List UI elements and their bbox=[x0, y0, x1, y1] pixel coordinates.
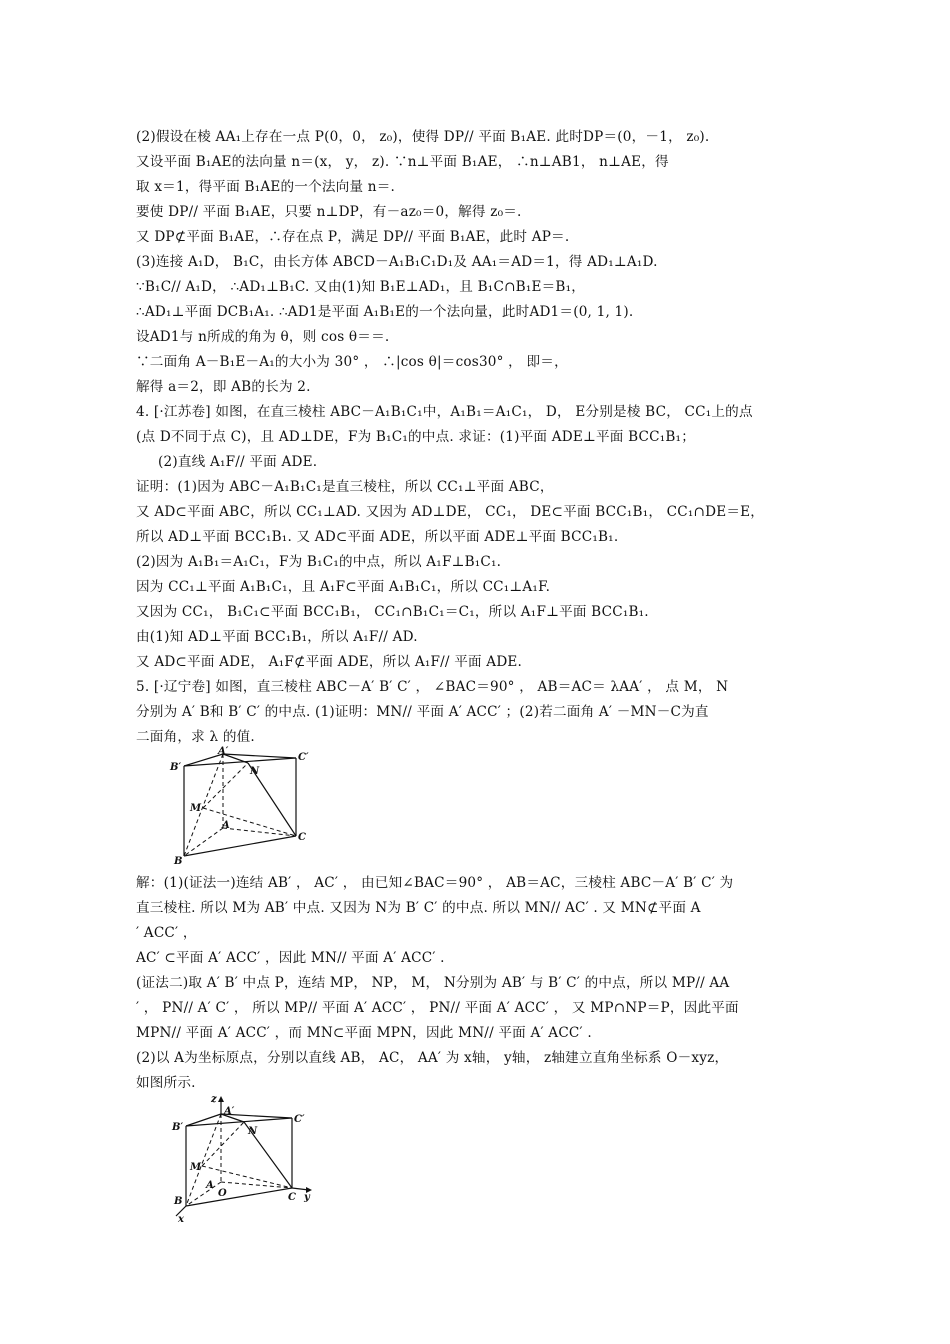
prism-figure bbox=[166, 746, 316, 866]
text-line: 所以 AD⊥平面 BCC₁B₁. 又 AD⊂平面 ADE，所以平面 ADE⊥平面 BCC₁B₁. bbox=[136, 529, 619, 545]
text-line: (2)直线 A₁F// 平面 ADE. bbox=[158, 454, 318, 470]
text-line: 解：(1)(证法一)连结 AB′ ， AC′ ， 由已知∠BAC＝90° ， AB＝AC，三棱柱 ABC－A′ B′ C′ 为 bbox=[136, 875, 734, 891]
label-x: x bbox=[178, 1214, 184, 1224]
prism-diagram bbox=[166, 746, 316, 866]
z-axis-arrow-icon bbox=[218, 1096, 224, 1102]
label-c-prime: C′ bbox=[294, 1114, 305, 1125]
text-line: (2)因为 A₁B₁＝A₁C₁，F为 B₁C₁的中点，所以 A₁F⊥B₁C₁. bbox=[136, 554, 502, 570]
text-line: 因为 CC₁⊥平面 A₁B₁C₁，且 A₁F⊂平面 A₁B₁C₁，所以 CC₁⊥A₁F. bbox=[136, 579, 551, 595]
text-line: (证法二)取 A′ B′ 中点 P，连结 MP， NP， M， N分别为 AB′ 与 B′ C′ 的中点，所以 MP// AA bbox=[136, 975, 730, 991]
label-n: N bbox=[250, 766, 260, 777]
text-line: 设AD1与 n所成的角为 θ，则 cos θ＝＝. bbox=[136, 329, 390, 345]
text-line: ′ ， PN// A′ C′ ， 所以 MP// 平面 A′ ACC′ ， PN// 平面 A′ ACC′ ， 又 MP∩NP＝P，因此平面 bbox=[136, 1000, 739, 1016]
label-c: C bbox=[288, 1192, 296, 1203]
label-y: y bbox=[304, 1192, 310, 1203]
text-line: (2)以 A为坐标原点，分别以直线 AB， AC， AA′ 为 x轴， y轴， z轴建立直角坐标系 O－xyz， bbox=[136, 1050, 729, 1066]
text-line: 证明：(1)因为 ABC－A₁B₁C₁是直三棱柱，所以 CC₁⊥平面 ABC， bbox=[136, 479, 554, 495]
label-c-prime: C′ bbox=[298, 752, 309, 763]
label-b: B bbox=[174, 856, 183, 866]
text-line: (2)假设在棱 AA₁上存在一点 P(0，0， z₀)，使得 DP// 平面 B₁AE. 此时DP＝(0，－1， z₀). bbox=[136, 129, 710, 145]
text-line: 如图所示. bbox=[136, 1075, 196, 1091]
text-line: 又 DP⊄平面 B₁AE，∴存在点 P，满足 DP// 平面 B₁AE，此时 AP＝. bbox=[136, 229, 570, 245]
text-line: ∵B₁C// A₁D， ∴AD₁⊥B₁C. 又由(1)知 B₁E⊥AD₁，且 B₁C∩B₁E＝B₁， bbox=[136, 279, 586, 295]
coordinate-prism-figure bbox=[164, 1094, 324, 1224]
coordinate-prism-diagram bbox=[164, 1094, 324, 1224]
label-m: M bbox=[190, 1162, 202, 1173]
text-line: 又 AD⊂平面 ABC，所以 CC₁⊥AD. 又因为 AD⊥DE， CC₁， DE⊂平面 BCC₁B₁， CC₁∩DE＝E， bbox=[136, 504, 765, 520]
label-b-prime: B′ bbox=[170, 762, 182, 773]
text-line: ∵二面角 A－B₁E－A₁的大小为 30° ， ∴|cos θ|＝cos30° ， 即＝， bbox=[136, 354, 568, 370]
text-line: 二面角，求 λ 的值. bbox=[136, 729, 255, 745]
problem-4-heading: 4. [·江苏卷] 如图，在直三棱柱 ABC－A₁B₁C₁中，A₁B₁＝A₁C₁， D， E分别是棱 BC， CC₁上的点 bbox=[136, 404, 753, 420]
label-c: C bbox=[298, 832, 306, 843]
text-line: MPN// 平面 A′ ACC′ ，而 MN⊂平面 MPN，因此 MN// 平面 A′ ACC′ . bbox=[136, 1025, 592, 1041]
text-line: 由(1)知 AD⊥平面 BCC₁B₁，所以 A₁F// AD. bbox=[136, 629, 418, 645]
text-line: (点 D不同于点 C)，且 AD⊥DE，F为 B₁C₁的中点. 求证：(1)平面 ADE⊥平面 BCC₁B₁； bbox=[136, 429, 696, 445]
label-m: M bbox=[190, 803, 202, 814]
text-line: 又设平面 B₁AE的法向量 n＝(x， y， z). ∵n⊥平面 B₁AE， ∴n⊥AB1， n⊥AE，得 bbox=[136, 154, 669, 170]
label-a-prime: A′ bbox=[218, 746, 229, 757]
text-line: 解得 a＝2，即 AB的长为 2. bbox=[136, 379, 311, 395]
label-a-prime: A′ bbox=[224, 1106, 235, 1117]
label-b: B bbox=[174, 1196, 183, 1207]
label-n: N bbox=[248, 1126, 258, 1137]
label-o: O bbox=[218, 1188, 227, 1199]
text-line: 要使 DP// 平面 B₁AE，只要 n⊥DP，有－az₀＝0，解得 z₀＝. bbox=[136, 204, 522, 220]
text-line: 取 x＝1，得平面 B₁AE的一个法向量 n＝. bbox=[136, 179, 396, 195]
text-line: 分别为 A′ B和 B′ C′ 的中点. (1)证明：MN// 平面 A′ ACC′ ；(2)若二面角 A′ －MN－C为直 bbox=[136, 704, 709, 720]
text-line: 又 AD⊂平面 ADE， A₁F⊄平面 ADE，所以 A₁F// 平面 ADE. bbox=[136, 654, 523, 670]
text-line: (3)连接 A₁D， B₁C，由长方体 ABCD－A₁B₁C₁D₁及 AA₁＝AD＝1，得 AD₁⊥A₁D. bbox=[136, 254, 658, 270]
text-line: ′ ACC′ ， bbox=[136, 925, 197, 941]
problem-5-heading: 5. [·辽宁卷] 如图，直三棱柱 ABC－A′ B′ C′ ， ∠BAC＝90° ， AB＝AC＝ λAA′ ， 点 M， N bbox=[136, 679, 729, 695]
label-b-prime: B′ bbox=[172, 1122, 184, 1133]
label-a: A bbox=[222, 820, 230, 831]
label-a: A bbox=[206, 1180, 214, 1191]
text-line: 又因为 CC₁， B₁C₁⊂平面 BCC₁B₁， CC₁∩B₁C₁＝C₁，所以 A₁F⊥平面 BCC₁B₁. bbox=[136, 604, 649, 620]
label-z: z bbox=[211, 1094, 217, 1105]
text-line: AC′ ⊂平面 A′ ACC′ ，因此 MN// 平面 A′ ACC′ . bbox=[136, 950, 445, 966]
text-line: 直三棱柱. 所以 M为 AB′ 中点. 又因为 N为 B′ C′ 的中点. 所以 MN// AC′ . 又 MN⊄平面 A bbox=[136, 900, 701, 916]
text-line: ∴AD₁⊥平面 DCB₁A₁. ∴AD1是平面 A₁B₁E的一个法向量，此时AD1＝(0, 1, 1). bbox=[136, 304, 634, 320]
